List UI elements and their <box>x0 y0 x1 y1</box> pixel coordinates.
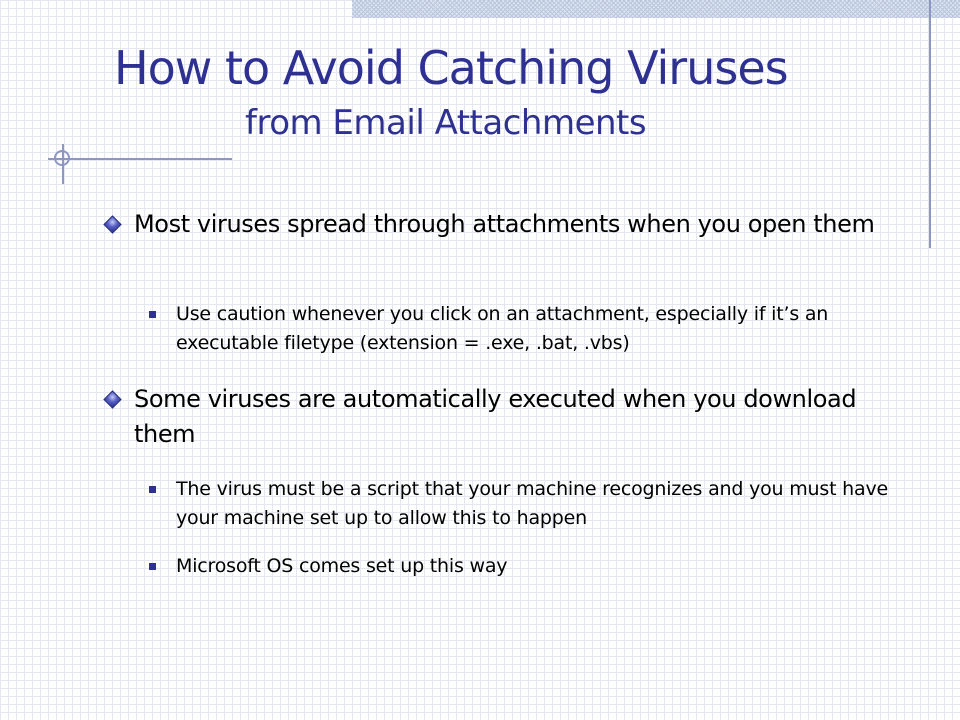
bullet-point <box>134 382 894 452</box>
bullet-point <box>134 207 894 242</box>
diamond-bullet-icon <box>103 215 121 233</box>
square-bullet-icon <box>149 486 156 493</box>
bullet-text: Most viruses spread through attachments when you open them <box>134 210 875 238</box>
bullet-text: Some viruses are automatically executed when you download them <box>134 385 857 448</box>
sub-bullet-point <box>176 552 906 581</box>
slide-subtitle: from Email Attachments <box>245 103 647 143</box>
sub-bullet-point <box>176 475 906 533</box>
slide-title: How to Avoid Catching Viruses <box>114 41 788 95</box>
right-vertical-rule <box>929 0 931 248</box>
diamond-bullet-icon <box>103 390 121 408</box>
sub-bullet-point <box>176 300 906 358</box>
square-bullet-icon <box>149 311 156 318</box>
corner-pattern-band <box>352 0 960 18</box>
title-underline-rule <box>48 158 232 160</box>
sub-bullet-text: Use caution whenever you click on an attachment, especially if it’s an executable filetype (extension = .exe, .bat, .vbs) <box>176 303 829 354</box>
crosshair-circle-icon <box>54 150 70 166</box>
sub-bullet-text: The virus must be a script that your machine recognizes and you must have your machine set up to allow this to happen <box>176 478 888 529</box>
sub-bullet-text: Microsoft OS comes set up this way <box>176 555 508 577</box>
square-bullet-icon <box>149 563 156 570</box>
